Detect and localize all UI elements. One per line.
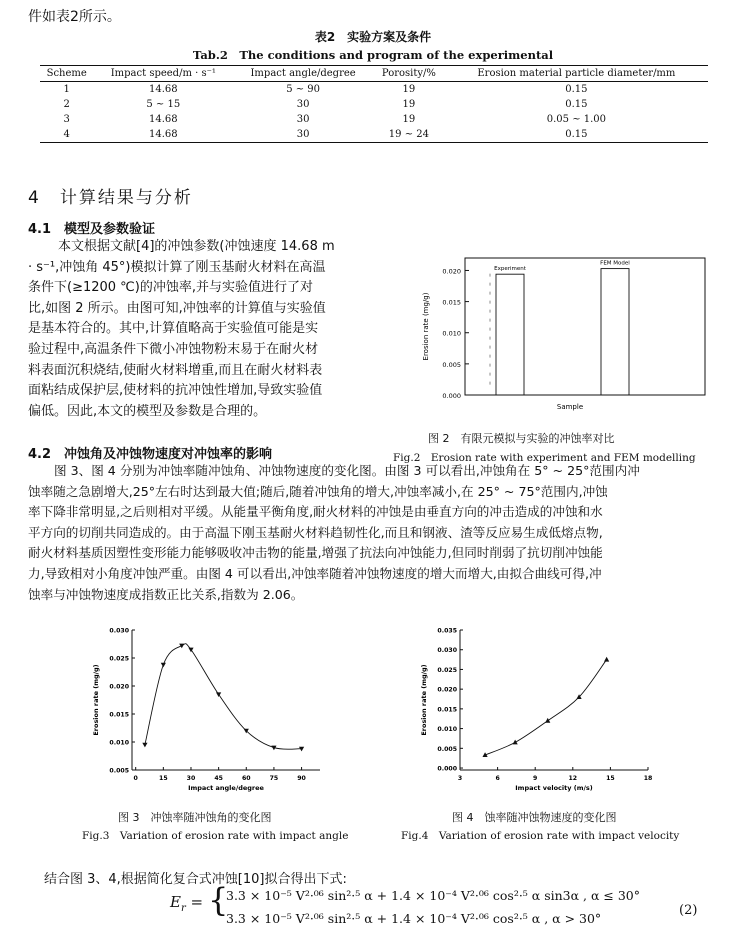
y-axis-label: Erosion rate (mg/g)	[420, 664, 428, 736]
paragraph-4-2	[28, 461, 728, 605]
data-point	[142, 743, 147, 748]
table-cell: 30	[296, 99, 310, 110]
y-tick-label: 0.035	[437, 627, 457, 635]
table-row	[40, 97, 708, 112]
data-point	[604, 657, 609, 662]
header-impact-speed: Impact speed/m · s⁻¹	[93, 66, 233, 82]
data-point	[161, 663, 166, 668]
y-tick-label: 0.015	[109, 711, 129, 719]
data-point	[545, 718, 550, 723]
x-tick-label: 30	[186, 775, 196, 782]
y-tick-label: 0.030	[109, 627, 129, 635]
text-line: 蚀率随之急剧增大,25°左右时达到最大值;随后,随着冲蚀角的增大,冲蚀率减小,在 25° ~ 75°范围内,冲蚀	[28, 483, 608, 499]
section-heading: 4 计算结果与分析	[28, 188, 193, 208]
closing-line: 结合图 3、4,根据简化复合式冲蚀[10]拟合得出下式:	[44, 872, 347, 887]
equation-line-1: 3.3 × 10⁻⁵ V²·⁰⁶ sin²·⁵ α + 1.4 × 10⁻⁴ V²·⁰⁶ cos²·⁵ α sin3α , α ≤ 30°	[226, 888, 641, 903]
legend-label: Experiment	[494, 266, 526, 273]
table-header-row	[40, 66, 708, 82]
y-tick-label: 0.030	[437, 647, 457, 655]
equation-number: (2)	[679, 903, 698, 918]
text-line: 偏低。因此,本文的模型及参数是合理的。	[28, 403, 267, 419]
header-particle-diameter: Erosion material particle diameter/mm	[445, 66, 708, 82]
data-point	[179, 644, 184, 649]
x-tick-label: 3	[457, 775, 463, 782]
figure-4-caption-cn: 图 4 蚀率随冲蚀物速度的变化图	[452, 811, 617, 824]
table-cell: 14.68	[148, 84, 178, 95]
y-tick-label: 0.010	[442, 329, 461, 338]
text-line: 条件下(≥1200 ℃)的冲蚀率,并与实验值进行了对	[28, 280, 313, 296]
y-tick-label: 0.015	[442, 298, 461, 307]
equation-line-2: 3.3 × 10⁻⁵ V²·⁰⁶ sin²·⁵ α + 1.4 × 10⁻⁴ V²·⁰⁶ cos²·⁵ α , α > 30°	[226, 911, 602, 926]
table-cell: 2	[63, 99, 70, 110]
bar	[601, 269, 629, 395]
table-cell: 19	[402, 114, 416, 125]
equation-equals: =	[190, 893, 204, 911]
table-cell: 0.15	[565, 99, 588, 110]
text-line: · s⁻¹,冲蚀角 45°)模拟计算了刚玉基耐火材料在高温	[28, 259, 326, 275]
y-tick-label: 0.025	[109, 655, 129, 663]
figure-4-caption-en: Fig.4 Variation of erosion rate with impact velocity	[401, 830, 680, 842]
y-tick-label: 0.020	[437, 686, 457, 694]
paragraph-4-1	[28, 237, 384, 422]
y-tick-label: 0.010	[437, 726, 457, 734]
figure-3-caption-en: Fig.3 Variation of erosion rate with impact angle	[82, 830, 349, 842]
header-scheme: Scheme	[40, 66, 93, 82]
x-tick-label: 90	[297, 775, 306, 782]
table-cell: 19	[402, 99, 416, 110]
bar	[496, 274, 524, 395]
x-tick-label: 9	[533, 775, 538, 782]
series-line	[145, 644, 302, 750]
figure-2-caption-cn: 图 2 有限元模拟与实验的冲蚀率对比	[428, 432, 615, 445]
series-line	[485, 660, 607, 755]
subsection-4-2-heading: 4.2 冲蚀角及冲蚀物速度对冲蚀率的影响	[28, 447, 273, 462]
text-line: 图 3、图 4 分别为冲蚀率随冲蚀角、冲蚀物速度的变化图。由图 3 可以看出,冲蚀角在 5° ~ 25°范围内冲	[54, 463, 640, 478]
x-tick-label: 0	[133, 775, 138, 782]
text-line: 验过程中,高温条件下微小冲蚀物粉末易于在耐火材	[28, 341, 319, 357]
table-cell: 0.05 ~ 1.00	[546, 114, 607, 125]
table-cell: 5 ~ 15	[146, 99, 181, 110]
x-tick-label: 75	[269, 775, 279, 782]
text-line: 比,如图 2 所示。由图可知,冲蚀率的计算值与实验值	[28, 300, 326, 316]
x-tick-label: 15	[606, 775, 615, 782]
conditions-table	[40, 65, 708, 143]
table-row	[40, 127, 708, 143]
x-tick-label: 12	[568, 775, 578, 782]
x-axis-label: Impact velocity (m/s)	[515, 784, 593, 792]
text-line: 面粘结成保护层,使材料的抗冲蚀性增加,导致实验值	[28, 383, 323, 399]
subsection-4-1-heading: 4.1 模型及参数验证	[28, 222, 156, 237]
y-axis-label: Erosion rate (mg/g)	[92, 664, 100, 736]
header-impact-angle: Impact angle/degree	[233, 66, 373, 82]
text-line: 本文根据文献[4]的冲蚀参数(冲蚀速度 14.68 m	[58, 239, 335, 254]
legend-label: FEM Model	[600, 260, 630, 267]
plot-frame	[465, 258, 705, 395]
text-line: 料表面沉积烧结,使耐火材料增重,而且在耐火材料表	[28, 362, 323, 378]
figure-4-line-chart	[408, 622, 658, 802]
text-line: 力,导致相对小角度冲蚀严重。由图 4 可以看出,冲蚀率随着冲蚀物速度的增大而增大,由拟合曲线可得,冲	[28, 565, 602, 581]
x-axis-label: Impact angle/degree	[188, 784, 264, 792]
text-line: 平方向的切削共同造成的。由于高温下刚玉基耐火材料趋韧性化,而且和钢液、渣等反应易生成低熔点物,	[28, 524, 603, 540]
y-tick-label: 0.000	[442, 392, 461, 400]
y-tick-label: 0.015	[437, 706, 457, 714]
equation-brace-icon: {	[208, 881, 229, 919]
text-line: 耐火材料基质因塑性变形能力能够吸收冲击物的能量,增强了抗法向冲蚀能力,但同时削弱了抗切削冲蚀能	[28, 545, 603, 561]
equation-lhs-subscript: r	[180, 903, 186, 914]
x-tick-label: 60	[241, 775, 251, 782]
table-row	[40, 112, 708, 127]
table-row	[40, 82, 708, 98]
x-tick-label: 6	[495, 775, 500, 782]
figure-3-caption-cn: 图 3 冲蚀率随冲蚀角的变化图	[118, 811, 272, 824]
y-tick-label: 0.000	[437, 765, 457, 773]
table-cell: 4	[40, 127, 93, 143]
table-cell: 1	[63, 84, 70, 95]
x-axis-label: Sample	[556, 403, 584, 411]
y-tick-label: 0.005	[442, 360, 461, 369]
table-cell: 30	[233, 127, 373, 143]
text-line: 率下降非常明显,之后则相对平缓。从能量平衡角度,耐火材料的冲蚀是由垂直方向的冲击造成的冲蚀和水	[28, 504, 603, 520]
equation-lhs	[170, 893, 203, 914]
text-line: 蚀率与冲蚀物速度成指数正比关系,指数为 2.06。	[28, 586, 304, 602]
figure-2-caption-en: Fig.2 Erosion rate with experiment and FEM modelling	[393, 452, 696, 464]
x-tick-label: 15	[159, 775, 168, 782]
table-cell: 0.15	[565, 84, 588, 95]
y-axis-label: Erosion rate (mg/g)	[422, 292, 430, 361]
equation-lhs-symbol: E	[170, 893, 181, 911]
table-cell: 0.15	[445, 127, 708, 143]
data-point	[513, 740, 518, 745]
y-tick-label: 0.020	[109, 683, 129, 691]
text-line: 是基本符合的。其中,计算值略高于实验值可能是实	[28, 321, 319, 337]
table-cell: 5 ~ 90	[286, 84, 321, 95]
table-cell: 19	[402, 84, 416, 95]
figure-3-line-chart	[80, 622, 330, 802]
y-tick-label: 0.005	[109, 767, 129, 775]
continued-text: 件如表2所示。	[28, 9, 121, 25]
x-tick-label: 18	[643, 775, 653, 782]
table-cell: 30	[296, 114, 310, 125]
table-cell: 19 ~ 24	[373, 127, 445, 143]
header-porosity: Porosity/%	[373, 66, 445, 82]
x-tick-label: 45	[214, 775, 223, 782]
table-caption-cn: 表2 实验方案及条件	[314, 30, 432, 44]
figure-2-bar-chart	[415, 250, 715, 420]
y-tick-label: 0.005	[437, 745, 457, 753]
table-cell: 14.68	[148, 114, 178, 125]
table-cell: 14.68	[93, 127, 233, 143]
table-cell: 3	[63, 114, 70, 125]
y-tick-label: 0.025	[437, 666, 457, 674]
table-caption-en: Tab.2 The conditions and program of the experimental	[192, 48, 554, 62]
y-tick-label: 0.010	[109, 739, 129, 747]
y-tick-label: 0.020	[442, 267, 461, 276]
